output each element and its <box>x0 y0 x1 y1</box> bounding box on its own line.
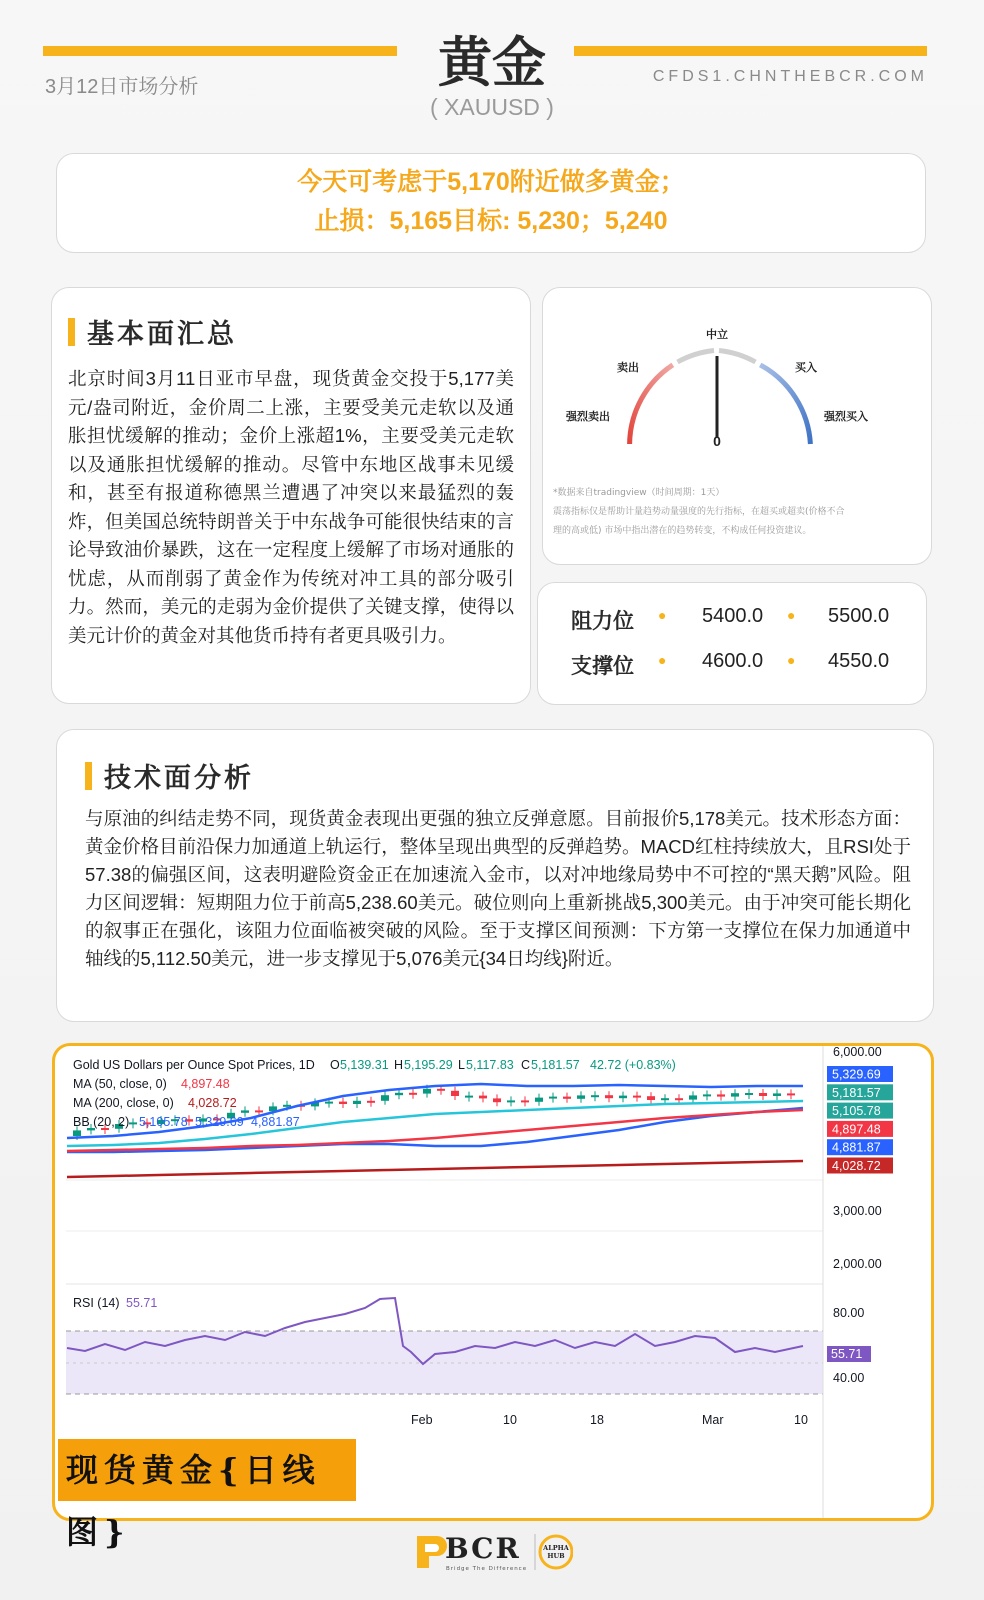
legend-close: 5,181.57 <box>531 1058 580 1072</box>
candle-body <box>759 1093 767 1096</box>
gauge-label-strong-sell: 强烈卖出 <box>566 410 610 423</box>
dot-icon: ● <box>787 607 796 623</box>
legend-l-label: L <box>458 1058 465 1072</box>
technical-heading <box>85 756 911 795</box>
gauge-note-3: 理的高或低) 市场中指出潜在的趋势转变，不构成任何投资建议。 <box>553 526 812 536</box>
candle-body <box>521 1100 529 1102</box>
price-badges <box>827 1066 893 1174</box>
candle-body <box>367 1101 375 1103</box>
fundamental-card <box>51 287 531 704</box>
candle-body <box>675 1098 683 1100</box>
chart-caption: 现货黄金{日线图} <box>58 1439 356 1501</box>
dot-icon: ● <box>658 607 667 623</box>
price-badge: 5,181.57 <box>832 1085 881 1100</box>
candle-body <box>255 1110 263 1112</box>
gauge-arc-buy <box>760 365 810 444</box>
legend-high: 5,195.29 <box>404 1058 453 1072</box>
trade-signal-card <box>56 153 926 253</box>
candle-body <box>535 1098 543 1102</box>
price-tick: 2,000.00 <box>833 1257 882 1271</box>
fundamental-heading-text: 基本面汇总 <box>87 319 237 349</box>
legend-symbol: Gold US Dollars per Ounce Spot Prices, 1D <box>73 1058 315 1072</box>
sentiment-gauge-card <box>542 287 932 565</box>
dot-icon: ● <box>658 652 667 668</box>
candle-body <box>381 1095 389 1101</box>
rsi-tick: 40.00 <box>833 1371 865 1385</box>
legend-ma50-value: 4,897.48 <box>181 1077 230 1091</box>
logo-tagline: Bridge The Difference <box>446 1566 528 1572</box>
time-tick: 18 <box>590 1413 604 1427</box>
site-url[interactable]: CFDS1.CHNTHEBCR.COM <box>652 68 928 85</box>
fundamental-heading <box>68 312 514 351</box>
legend-bb-label: BB (20, 2) <box>73 1115 130 1129</box>
page-title: 黄金 <box>438 30 546 94</box>
candle-body <box>549 1097 557 1099</box>
resistance-1: 5400.0 <box>702 605 764 627</box>
report-date: 3月12日市场分析 <box>45 76 199 98</box>
alpha-line-2: HUB <box>547 1552 565 1560</box>
legend-bb-basis: 5,105.78 <box>139 1115 188 1129</box>
alpha-line-1: ALPHA <box>543 1544 569 1552</box>
candle-body <box>591 1095 599 1097</box>
heading-marker <box>85 762 92 790</box>
candle-body <box>745 1093 753 1095</box>
rsi-tick: 80.00 <box>833 1306 865 1320</box>
candle-body <box>689 1095 697 1099</box>
legend-rsi-value: 55.71 <box>126 1296 158 1310</box>
candle-body <box>409 1093 417 1095</box>
page-subtitle: ( XAUUSD ) <box>430 94 554 120</box>
gauge-arc-neutral-left <box>678 351 715 363</box>
legend-open: 5,139.31 <box>340 1058 389 1072</box>
price-tick: 6,000.00 <box>833 1046 882 1059</box>
support-1: 4600.0 <box>702 650 764 672</box>
gauge-label-sell: 卖出 <box>617 361 639 374</box>
legend-ma50-label: MA (50, close, 0) <box>73 1077 167 1091</box>
support-label: 支撑位 <box>571 655 634 678</box>
candle-body <box>241 1110 249 1112</box>
legend-c-label: C <box>521 1058 531 1072</box>
time-tick: 10 <box>503 1413 517 1427</box>
candle-body <box>423 1089 431 1094</box>
candle-body <box>773 1093 781 1096</box>
heading-marker <box>68 318 75 346</box>
gauge-label-buy: 买入 <box>795 361 817 374</box>
candle-body <box>647 1096 655 1100</box>
candle-body <box>451 1091 459 1096</box>
gauge-arc-neutral-right <box>719 351 756 363</box>
legend-ma200-value: 4,028.72 <box>188 1096 237 1110</box>
gauge-label-neutral: 中立 <box>706 328 728 341</box>
rsi-badge: 55.71 <box>831 1347 863 1361</box>
candle-body <box>507 1100 515 1102</box>
candle-body <box>605 1095 613 1098</box>
legend-bb-lower: 4,881.87 <box>251 1115 300 1129</box>
gauge-arc-sell <box>630 365 673 444</box>
candle-body <box>325 1102 333 1104</box>
candle-body <box>283 1105 291 1107</box>
candle-body <box>129 1122 137 1124</box>
time-axis <box>411 1413 808 1427</box>
gauge-note-1: *数据来自tradingview（时间周期：1天） <box>553 488 725 498</box>
legend-bb-upper: 5,329.69 <box>195 1115 244 1129</box>
legend-change: 42.72 (+0.83%) <box>590 1058 676 1072</box>
legend-ma200-label: MA (200, close, 0) <box>73 1096 174 1110</box>
price-tick: 3,000.00 <box>833 1204 882 1218</box>
technical-body: 与原油的纠结走势不同，现货黄金表现出更强的独立反弹意愿。目前报价5,178美元。技术形态方面：黄金价格目前沿保力加通道上轨运行，整体呈现出典型的反弹趋势。MACD红柱持续放大，且RSI处于57.38的偏强区间，这表明避险资金正在加速流入金市，以对冲地缘局势中不可控的“黑天鹅”风险。阻力区间逻辑：短期阻力位于前高5,238.60美元。破位则向上重新挑战5,300美元。由于冲突可能长期化的叙事正在强化，该阻力位面临被突破的风险。至于支撑区间预测：下方第一支撑位在保力加通道中轴线的5,112.50美元，进一步支撑见于5,076美元{34日均线}附近。 <box>85 808 911 969</box>
resistance-2: 5500.0 <box>828 605 890 627</box>
candle-body <box>73 1130 81 1136</box>
candle-body <box>465 1096 473 1098</box>
technical-heading-text: 技术面分析 <box>104 763 254 793</box>
candle-body <box>633 1096 641 1098</box>
candle-body <box>731 1093 739 1096</box>
sentiment-gauge <box>543 288 933 566</box>
gauge-note-2: 震荡指标仅是帮助计量趋势动量强度的先行指标，在超买或超卖(价格不合 <box>553 507 845 517</box>
candle-body <box>479 1096 487 1099</box>
signal-line-2: 止损：5,165目标: 5,230；5,240 <box>314 207 668 235</box>
gauge-reading: 0 <box>713 433 721 449</box>
price-badge: 4,897.48 <box>832 1122 881 1137</box>
logo-text: BCR <box>445 1532 521 1565</box>
candle-body <box>563 1097 571 1099</box>
candle-body <box>339 1102 347 1104</box>
fundamental-body: 北京时间3月11日亚市早盘，现货黄金交投于5,177美元/盎司附近，金价周二上涨，主要受美元走软以及通胀担忧缓解的推动；金价上涨超1%，主要受美元走软以及通胀担忧缓解的推动。尽管中东地区战事未见缓和，甚至有报道称德黑兰遭遇了冲突以来最猛烈的轰炸，但美国总统特朗普关于中东战争可能很快结束的言论导致油价暴跌，这在一定程度上缓解了市场对通胀的忧虑，从而削弱了黄金作为传统对冲工具的部分吸引力。然而，美元的走弱为金价提供了关键支撑，使得以美元计价的黄金对其他货币持有者更具吸引力。 <box>68 368 514 646</box>
gauge-label-strong-buy: 强烈买入 <box>824 410 868 423</box>
candle-body <box>577 1095 585 1098</box>
time-tick: Mar <box>702 1413 724 1427</box>
support-2: 4550.0 <box>828 650 890 672</box>
dot-icon: ● <box>787 652 796 668</box>
time-tick: Feb <box>411 1413 433 1427</box>
candle-body <box>493 1098 501 1102</box>
price-badge: 5,105.78 <box>832 1104 881 1119</box>
candle-body <box>619 1096 627 1099</box>
signal-line-1: 今天可考虑于5,170附近做多黄金； <box>297 168 685 196</box>
price-badge: 5,329.69 <box>832 1067 881 1082</box>
logo-icon <box>413 1528 573 1576</box>
key-levels-card <box>537 582 927 705</box>
technical-card <box>56 729 934 1022</box>
candle-body <box>661 1098 669 1100</box>
price-badge: 4,881.87 <box>832 1140 881 1155</box>
legend-o-label: O <box>330 1058 340 1072</box>
time-tick: 10 <box>794 1413 808 1427</box>
resistance-label: 阻力位 <box>571 610 634 633</box>
price-badge: 4,028.72 <box>832 1159 881 1173</box>
candle-body <box>437 1089 445 1091</box>
legend-rsi-label: RSI (14) <box>73 1296 120 1310</box>
candle-body <box>787 1093 795 1095</box>
legend-h-label: H <box>394 1058 404 1072</box>
legend-low: 5,117.83 <box>466 1058 514 1072</box>
bcr-logo[interactable] <box>413 1528 573 1576</box>
candle-body <box>703 1094 711 1096</box>
candle-body <box>395 1093 403 1095</box>
candle-body <box>717 1094 725 1096</box>
candle-body <box>353 1101 361 1104</box>
